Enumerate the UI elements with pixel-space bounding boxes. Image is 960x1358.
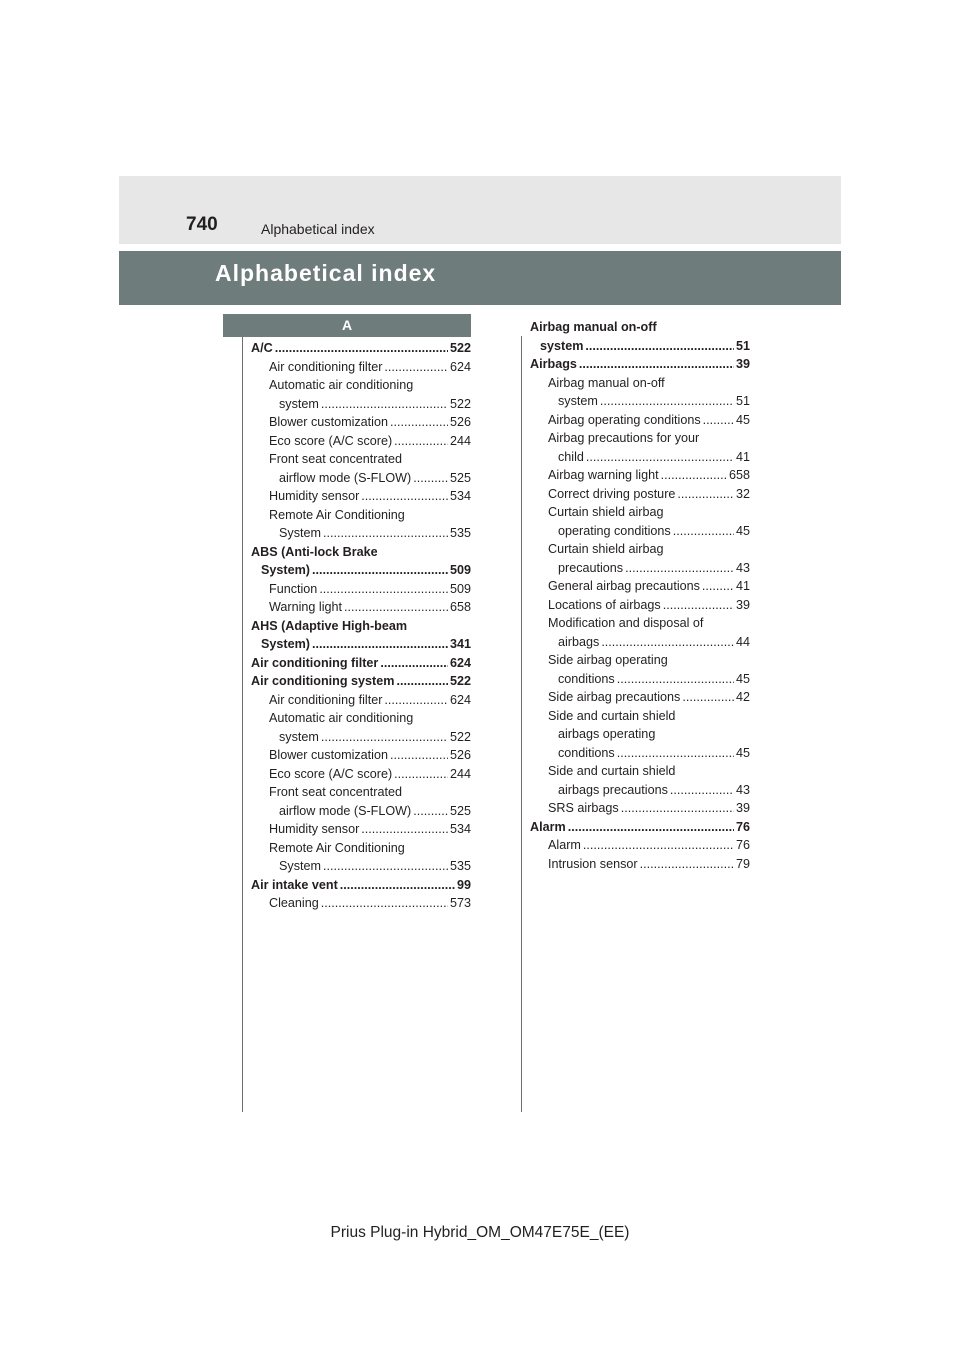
index-entry-label: Eco score (A/C score) <box>269 766 393 781</box>
dot-leader <box>568 818 734 837</box>
index-entry-label: conditions <box>558 671 615 686</box>
dot-leader <box>625 559 734 578</box>
dot-leader <box>321 894 448 913</box>
dot-leader <box>600 392 734 411</box>
index-entry-heading: Remote Air Conditioning <box>269 507 405 522</box>
index-entry[interactable] <box>530 744 750 763</box>
index-entry-heading: Curtain shield airbag <box>548 542 664 556</box>
index-entry-label: Intrusion sensor <box>548 856 638 871</box>
index-page-number: 76 <box>735 838 750 852</box>
index-page-number: 522 <box>449 674 471 688</box>
dot-leader <box>703 411 734 430</box>
index-page-number: 509 <box>449 563 471 577</box>
index-entry-label: Blower customization <box>269 748 388 762</box>
index-page-number: 535 <box>449 859 471 873</box>
right-column-rule <box>521 336 522 1112</box>
dot-leader <box>390 746 448 765</box>
index-page-number: 526 <box>449 415 471 429</box>
index-entry-label: Air conditioning filter <box>269 692 383 707</box>
dot-leader <box>312 635 448 654</box>
index-entry-label: operating conditions <box>558 523 671 538</box>
dot-leader <box>682 688 734 707</box>
index-entry[interactable] <box>530 818 750 837</box>
index-entry-label: conditions <box>558 745 615 760</box>
index-entry[interactable] <box>530 355 750 374</box>
index-entry[interactable] <box>251 358 471 377</box>
index-entry[interactable] <box>530 448 750 467</box>
index-entry-heading: Automatic air conditioning <box>269 711 414 725</box>
index-page-number: 535 <box>449 526 471 540</box>
index-page-number: 526 <box>449 748 471 762</box>
index-entry-label: Alarm <box>548 838 581 852</box>
index-entry-heading: Remote Air Conditioning <box>269 840 405 855</box>
index-entry-heading: Side airbag operating <box>548 653 668 667</box>
dot-leader <box>319 580 448 599</box>
index-entry[interactable] <box>530 836 750 855</box>
index-entry[interactable] <box>530 781 750 800</box>
footer-doc-id: Prius Plug-in Hybrid_OM_OM47E75E_(EE) <box>330 1224 630 1241</box>
index-entry-heading: Airbag precautions for your <box>548 431 700 445</box>
index-entry-heading: Modification and disposal of <box>548 616 704 630</box>
running-title: Alphabetical index <box>261 221 375 237</box>
index-entry[interactable] <box>530 337 750 356</box>
index-entry[interactable] <box>251 598 471 617</box>
dot-leader <box>670 781 734 800</box>
index-page-number: 522 <box>449 341 471 355</box>
index-page-number: 534 <box>449 489 471 503</box>
index-entry-label: Humidity sensor <box>269 822 360 836</box>
index-entry[interactable] <box>251 857 471 876</box>
index-entry[interactable] <box>251 894 471 913</box>
dot-leader <box>361 820 448 839</box>
index-entry-heading: Side and curtain shield <box>548 708 676 723</box>
index-entry[interactable] <box>530 633 750 652</box>
index-entry-label: airbags <box>558 634 600 649</box>
dot-leader <box>321 395 448 414</box>
dot-leader <box>640 855 734 874</box>
dot-leader <box>413 802 448 821</box>
dot-leader <box>361 487 448 506</box>
index-page-number: 509 <box>449 581 471 596</box>
header-band <box>119 176 841 244</box>
index-entry-label: General airbag precautions <box>548 579 700 593</box>
index-entry-heading: Side and curtain shield <box>548 764 676 778</box>
index-entry[interactable] <box>251 728 471 747</box>
dot-leader <box>321 728 448 747</box>
dot-leader <box>390 413 448 432</box>
dot-leader <box>312 561 448 580</box>
index-entry[interactable] <box>251 746 471 765</box>
index-entry[interactable] <box>251 561 471 580</box>
index-page-number: 32 <box>735 486 750 501</box>
dot-leader <box>380 654 448 673</box>
dot-leader <box>663 596 734 615</box>
index-entry[interactable] <box>530 799 750 818</box>
index-page-number: 45 <box>735 671 750 686</box>
index-entry[interactable] <box>251 487 471 506</box>
index-column-right <box>530 318 750 873</box>
index-page-number: 624 <box>449 359 471 374</box>
index-entry[interactable] <box>251 691 471 710</box>
index-entry-label: Side airbag precautions <box>548 690 681 704</box>
index-column-left <box>251 339 471 913</box>
index-page-number: 573 <box>449 896 471 910</box>
left-column-rule <box>242 336 243 1112</box>
index-page-number: 522 <box>449 729 471 744</box>
index-entry-label: airflow mode (S-FLOW) <box>279 470 412 485</box>
index-entry[interactable] <box>251 765 471 784</box>
dot-leader <box>617 670 734 689</box>
index-entry-label: precautions <box>558 560 624 575</box>
index-entry[interactable] <box>530 670 750 689</box>
dot-leader <box>702 577 734 596</box>
index-entry-label: airflow mode (S-FLOW) <box>279 803 412 818</box>
index-entry-label: System <box>279 859 321 873</box>
index-entry[interactable] <box>251 635 471 654</box>
dot-leader <box>673 522 734 541</box>
section-title: Alphabetical index <box>215 260 437 286</box>
index-entry-label: Correct driving posture <box>548 486 676 501</box>
index-entry[interactable] <box>530 596 750 615</box>
index-entry-label: SRS airbags <box>548 801 619 815</box>
index-entry-label: Alarm <box>530 819 566 834</box>
index-entry[interactable] <box>251 524 471 543</box>
dot-leader <box>621 799 734 818</box>
index-entry[interactable] <box>251 395 471 414</box>
dot-leader <box>617 744 734 763</box>
index-page-number: 51 <box>735 338 750 353</box>
index-entry-heading: Front seat concentrated <box>269 452 403 466</box>
index-entry-heading: Airbag manual on-off <box>530 320 657 334</box>
index-entry-label: System <box>279 526 321 540</box>
index-entry-heading: airbags operating <box>558 727 656 741</box>
index-entry-label: Eco score (A/C score) <box>269 433 393 448</box>
index-page-number: 658 <box>449 600 471 614</box>
index-page-number: 534 <box>449 822 471 836</box>
index-entry[interactable] <box>530 392 750 411</box>
index-page-number: 341 <box>449 637 471 651</box>
index-entry-label: Air conditioning filter <box>251 655 379 670</box>
index-page-number: 244 <box>449 433 471 448</box>
index-page-number: 44 <box>735 634 750 649</box>
index-entry[interactable] <box>251 580 471 599</box>
index-page-number: 99 <box>456 877 471 892</box>
index-page-number: 525 <box>449 803 471 818</box>
dot-leader <box>661 466 727 485</box>
dot-leader <box>601 633 734 652</box>
index-entry-label: system <box>279 729 319 744</box>
index-page-number: 76 <box>735 819 750 834</box>
index-entry[interactable] <box>251 469 471 488</box>
index-page-number: 41 <box>735 449 750 464</box>
index-page-number: 624 <box>449 655 471 670</box>
dot-leader <box>394 432 448 451</box>
index-entry-label: Humidity sensor <box>269 489 360 503</box>
index-entry[interactable] <box>530 855 750 874</box>
index-entry-heading: ABS (Anti-lock Brake <box>251 544 378 559</box>
index-page-number: 51 <box>735 394 750 408</box>
index-entry-label: Cleaning <box>269 896 319 910</box>
dot-leader <box>579 355 734 374</box>
index-page-number: 45 <box>735 412 750 427</box>
index-entry-label: Warning light <box>269 600 343 614</box>
index-entry-label: Airbags <box>530 357 577 371</box>
index-entry-heading: Airbag manual on-off <box>548 375 665 390</box>
index-entry[interactable] <box>530 411 750 430</box>
index-page-number: 624 <box>449 692 471 707</box>
dot-leader <box>340 876 455 895</box>
index-entry-heading: Automatic air conditioning <box>269 378 414 392</box>
dot-leader <box>586 448 734 467</box>
index-page-number: 39 <box>735 597 750 612</box>
index-entry-label: Blower customization <box>269 415 388 429</box>
index-entry[interactable] <box>251 654 471 673</box>
index-page-number: 42 <box>735 690 750 704</box>
index-entry[interactable] <box>530 577 750 596</box>
index-entry-label: Air conditioning system <box>251 674 395 688</box>
dot-leader <box>384 358 448 377</box>
index-entry[interactable] <box>530 522 750 541</box>
index-entry-label: Airbag operating conditions <box>548 412 701 427</box>
dot-leader <box>275 339 448 358</box>
page-number: 740 <box>186 214 218 235</box>
index-entry-label: Locations of airbags <box>548 597 661 612</box>
dot-leader <box>394 765 448 784</box>
index-entry-heading: Curtain shield airbag <box>548 505 664 519</box>
dot-leader <box>677 485 734 504</box>
index-page-number: 79 <box>735 856 750 871</box>
index-page-number: 39 <box>735 801 750 815</box>
index-entry-label: A/C <box>251 341 273 355</box>
index-page-number: 525 <box>449 470 471 485</box>
index-entry[interactable] <box>530 466 750 485</box>
index-entry-label: airbags precautions <box>558 782 668 797</box>
index-entry[interactable] <box>530 688 750 707</box>
index-entry[interactable] <box>251 672 471 691</box>
dot-leader <box>396 672 448 691</box>
dot-leader <box>323 524 448 543</box>
index-entry-label: Function <box>269 581 318 596</box>
index-entry-label: System) <box>261 563 310 577</box>
index-entry[interactable] <box>251 432 471 451</box>
index-entry[interactable] <box>251 339 471 358</box>
index-page-number: 522 <box>449 396 471 411</box>
index-page-number: 43 <box>735 782 750 797</box>
index-page-number: 45 <box>735 523 750 538</box>
index-page-number: 658 <box>728 468 750 482</box>
dot-leader <box>384 691 448 710</box>
index-entry[interactable] <box>530 559 750 578</box>
index-entry[interactable] <box>251 413 471 432</box>
index-entry-heading: AHS (Adaptive High-beam <box>251 618 408 633</box>
index-entry[interactable] <box>251 820 471 839</box>
letter-heading: A <box>223 314 471 337</box>
index-entry-label: system <box>540 338 584 353</box>
dot-leader <box>323 857 448 876</box>
index-entry-label: child <box>558 449 584 464</box>
index-entry-label: Airbag warning light <box>548 468 659 482</box>
dot-leader <box>413 469 448 488</box>
index-entry-label: System) <box>261 637 310 651</box>
index-entry[interactable] <box>251 802 471 821</box>
index-entry[interactable] <box>251 876 471 895</box>
index-entry[interactable] <box>530 485 750 504</box>
dot-leader <box>344 598 448 617</box>
index-page-number: 45 <box>735 745 750 760</box>
index-entry-label: system <box>558 394 598 408</box>
index-page-number: 43 <box>735 560 750 575</box>
index-entry-heading: Front seat concentrated <box>269 785 403 799</box>
index-entry-label: system <box>279 396 319 411</box>
dot-leader <box>583 836 734 855</box>
index-page-number: 39 <box>735 357 750 371</box>
index-entry-label: Air intake vent <box>251 877 338 892</box>
index-entry-label: Air conditioning filter <box>269 359 383 374</box>
index-page-number: 41 <box>735 579 750 593</box>
dot-leader <box>585 337 734 356</box>
index-page-number: 244 <box>449 766 471 781</box>
